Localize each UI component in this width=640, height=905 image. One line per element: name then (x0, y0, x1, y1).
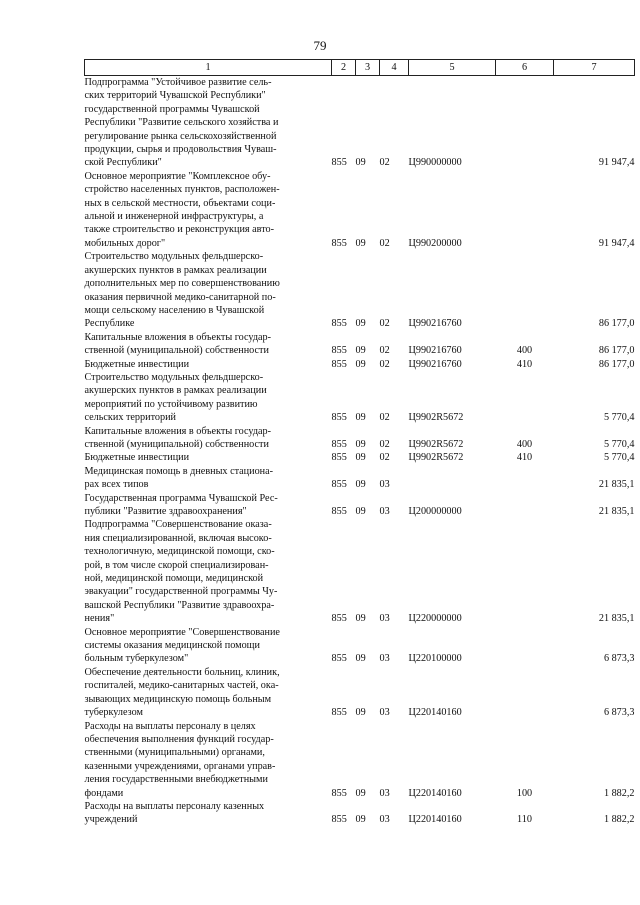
expense-type: 400 (516, 345, 533, 357)
description-line: ских территорий Чувашской Республики" (84, 90, 266, 102)
target-article: Ц990216760 (408, 345, 462, 357)
table-row (85, 425, 635, 452)
subsection-code: 03 (379, 479, 390, 491)
description-line: мероприятий по устойчивому развитию (84, 398, 258, 410)
description-line: системы оказания медицинской помощи (84, 640, 260, 652)
subsection-code: 02 (379, 358, 390, 370)
expense-type (496, 371, 554, 425)
description-line: Капитальные вложения в объекты государ- (84, 331, 272, 343)
description-line: Республики "Развитие сельского хозяйства и (84, 117, 279, 129)
ministry-code: 855 (331, 157, 347, 169)
description-line: ской Республики" (84, 157, 162, 169)
row-description (85, 518, 332, 625)
section-code: 09 (355, 452, 366, 464)
target-article: Ц9902R5672 (408, 452, 464, 464)
page-number: 79 (313, 38, 327, 53)
amount: 21 835,1 (598, 479, 635, 491)
column-header: 6 (496, 60, 554, 76)
subsection-code: 02 (379, 237, 390, 249)
description-line: государственной программы Чувашской (84, 103, 260, 115)
amount: 21 835,1 (598, 613, 635, 625)
description-line: ной, медицинской помощи, медицинской (84, 573, 264, 585)
amount: 5 770,4 (603, 452, 635, 464)
subsection-code: 02 (379, 157, 390, 169)
expense-type (496, 492, 554, 519)
row-description (85, 492, 332, 519)
subsection-code: 03 (379, 613, 390, 625)
amount: 86 177,0 (598, 358, 635, 370)
ministry-code: 855 (331, 358, 347, 370)
amount: 6 873,3 (603, 653, 635, 665)
row-description (85, 170, 332, 250)
section-code: 09 (355, 237, 366, 249)
description-line: продукции, сырья и продовольствия Чуваш- (84, 144, 277, 156)
table-row (85, 331, 635, 358)
table-body (85, 76, 635, 827)
expense-type: 110 (517, 814, 532, 826)
row-description (85, 331, 332, 358)
expense-type (496, 518, 554, 625)
description-line: фондами (84, 787, 124, 799)
ministry-code: 855 (331, 452, 347, 464)
table-row (85, 492, 635, 519)
target-article: Ц9902R5672 (408, 438, 464, 450)
subsection-code: 03 (379, 506, 390, 517)
target-article: Ц990000000 (408, 157, 462, 169)
table-row (85, 800, 635, 827)
row-description (85, 425, 332, 452)
target-article: Ц9902R5672 (408, 412, 464, 424)
description-line: Подпрограмма "Совершенствование оказа- (84, 519, 272, 531)
subsection-code: 02 (379, 412, 390, 424)
description-line: ния специализированной, включая высоко- (84, 532, 272, 544)
ministry-code: 855 (331, 479, 347, 491)
row-description (85, 720, 332, 800)
section-code: 09 (355, 318, 366, 330)
description-line: ственной (муниципальной) собственности (84, 438, 269, 450)
description-line: акушерских пунктов в рамках реализации (84, 385, 267, 397)
subsection-code: 03 (379, 787, 390, 799)
row-description (85, 465, 332, 492)
ministry-code: 855 (331, 345, 347, 357)
row-description (85, 371, 332, 425)
description-line: акушерских пунктов в рамках реализации (84, 264, 267, 276)
description-line: рой, в том числе скорой специализирован- (84, 559, 269, 571)
target-article: Ц220000000 (408, 613, 462, 625)
column-header: 3 (356, 60, 380, 76)
target-article: Ц220140160 (408, 814, 462, 826)
section-code: 09 (355, 506, 366, 517)
description-line: ственными (муниципальными) органами, (84, 747, 265, 759)
column-header: 7 (554, 60, 635, 76)
amount: 1 882,2 (603, 787, 635, 799)
expense-type (496, 666, 554, 720)
row-description (85, 76, 332, 170)
description-line: также строительство и реконструкция авто- (84, 224, 275, 236)
description-line: мощи сельскому населению в Чувашской (84, 304, 265, 316)
section-code: 09 (355, 613, 366, 625)
description-line: Государственная программа Чувашской Рес- (84, 492, 278, 504)
target-article: Ц990216760 (408, 358, 462, 370)
subsection-code: 02 (379, 452, 390, 464)
section-code: 09 (355, 157, 366, 169)
amount: 6 873,3 (603, 707, 635, 719)
amount: 1 882,2 (603, 814, 635, 826)
ministry-code: 855 (331, 318, 347, 330)
amount: 5 770,4 (603, 412, 635, 424)
row-description (85, 800, 332, 827)
description-line: Основное мероприятие "Совершенствование (84, 626, 280, 638)
description-line: Медицинская помощь в дневных стациона- (84, 465, 274, 477)
description-line: оказания первичной медико-санитарной по- (84, 291, 276, 303)
expense-type: 410 (516, 452, 533, 464)
description-line: нения" (84, 613, 115, 625)
description-line: стройство населенных пунктов, расположен- (84, 184, 280, 196)
expense-type: 400 (516, 438, 533, 450)
section-code: 09 (355, 438, 366, 450)
target-article (409, 465, 496, 492)
column-header: 4 (380, 60, 409, 76)
table-row (85, 358, 635, 371)
column-header: 1 (85, 60, 332, 76)
section-code: 09 (355, 653, 366, 665)
description-line: больным туберкулезом" (84, 653, 189, 665)
description-line: обеспечения выполнения функций государ- (84, 733, 274, 745)
table-row (85, 170, 635, 250)
expense-type: 100 (516, 787, 533, 799)
ministry-code: 855 (331, 613, 347, 625)
description-line: ственной (муниципальной) собственности (84, 345, 269, 357)
description-line: Капитальные вложения в объекты государ- (84, 425, 272, 437)
table-row (85, 371, 635, 425)
table-header-row (85, 60, 635, 76)
ministry-code: 855 (331, 653, 347, 665)
row-description (85, 626, 332, 666)
description-line: эвакуации" государственной программы Чу- (84, 586, 278, 598)
description-line: Расходы на выплаты персоналу казенных (84, 800, 265, 812)
ministry-code: 855 (331, 506, 347, 517)
row-description (85, 250, 332, 330)
subsection-code: 03 (379, 707, 390, 719)
table-row (85, 666, 635, 720)
description-line: Подпрограмма "Устойчивое развитие сель- (84, 77, 272, 88)
description-line: дополнительных мер по совершенствованию (84, 278, 280, 290)
description-line: учреждений (84, 814, 138, 826)
target-article: Ц220100000 (408, 653, 462, 665)
amount: 86 177,0 (598, 318, 635, 330)
ministry-code: 855 (331, 814, 347, 826)
description-line: вашской Республики "Развитие здравоохра- (84, 599, 275, 611)
table-row (85, 451, 635, 464)
column-header: 5 (409, 60, 496, 76)
description-line: туберкулезом (84, 707, 143, 719)
section-code: 09 (355, 345, 366, 357)
amount: 91 947,4 (598, 157, 635, 169)
amount: 91 947,4 (598, 237, 635, 249)
description-line: публики "Развитие здравоохранения" (84, 506, 247, 517)
target-article: Ц200000000 (408, 506, 462, 517)
row-description (85, 358, 332, 371)
section-code: 09 (355, 787, 366, 799)
subsection-code: 02 (379, 345, 390, 357)
description-line: ления государственными внебюджетными (84, 774, 268, 786)
description-line: мобильных дорог" (84, 237, 166, 249)
section-code: 09 (355, 707, 366, 719)
subsection-code: 03 (379, 653, 390, 665)
section-code: 09 (355, 358, 366, 370)
subsection-code: 03 (379, 814, 390, 826)
section-code: 09 (355, 479, 366, 491)
description-line: Бюджетные инвестиции (84, 358, 190, 370)
description-line: Республике (84, 318, 135, 330)
expense-type (496, 250, 554, 330)
expense-type (496, 465, 554, 492)
ministry-code: 855 (331, 237, 347, 249)
target-article: Ц990200000 (408, 237, 462, 249)
table-row (85, 518, 635, 625)
expense-type (496, 76, 554, 170)
description-line: Расходы на выплаты персоналу в целях (84, 720, 256, 732)
table-row (85, 76, 635, 170)
row-description (85, 666, 332, 720)
ministry-code: 855 (331, 412, 347, 424)
description-line: госпиталей, медико-санитарных частей, ока- (84, 680, 279, 692)
target-article: Ц220140160 (408, 707, 462, 719)
ministry-code: 855 (331, 707, 347, 719)
table-row (85, 720, 635, 800)
expense-type: 410 (516, 358, 533, 370)
description-line: казенными учреждениями, органами управ- (84, 760, 276, 772)
amount: 21 835,1 (598, 506, 635, 517)
subsection-code: 02 (379, 318, 390, 330)
ministry-code: 855 (331, 438, 347, 450)
description-line: зывающих медицинскую помощь больным (84, 693, 272, 705)
description-line: технологичную, медицинской помощи, ско- (84, 546, 275, 558)
column-header: 2 (332, 60, 356, 76)
description-line: Обеспечение деятельности больниц, клиник, (84, 666, 280, 678)
section-code: 09 (355, 814, 366, 826)
description-line: Бюджетные инвестиции (84, 452, 190, 464)
ministry-code: 855 (331, 787, 347, 799)
target-article: Ц220140160 (408, 787, 462, 799)
expense-type (496, 170, 554, 250)
table-row (85, 250, 635, 330)
row-description (85, 451, 332, 464)
table-row (85, 626, 635, 666)
description-line: сельских территорий (84, 412, 176, 424)
target-article: Ц990216760 (408, 318, 462, 330)
table-row (85, 465, 635, 492)
expense-type (496, 626, 554, 666)
description-line: Строительство модульных фельдшерско- (84, 251, 264, 263)
amount: 5 770,4 (603, 438, 635, 450)
description-line: рах всех типов (84, 479, 149, 491)
budget-table (84, 59, 635, 827)
description-line: Основное мероприятие "Комплексное обу- (84, 170, 271, 182)
description-line: регулирование рынка сельскохозяйственной (84, 130, 277, 142)
section-code: 09 (355, 412, 366, 424)
subsection-code: 02 (379, 438, 390, 450)
description-line: альной и инженерной инфраструктуры, а (84, 211, 264, 223)
description-line: ных в сельской местности, объектами соци- (84, 197, 276, 209)
amount: 86 177,0 (598, 345, 635, 357)
description-line: Строительство модульных фельдшерско- (84, 371, 264, 383)
